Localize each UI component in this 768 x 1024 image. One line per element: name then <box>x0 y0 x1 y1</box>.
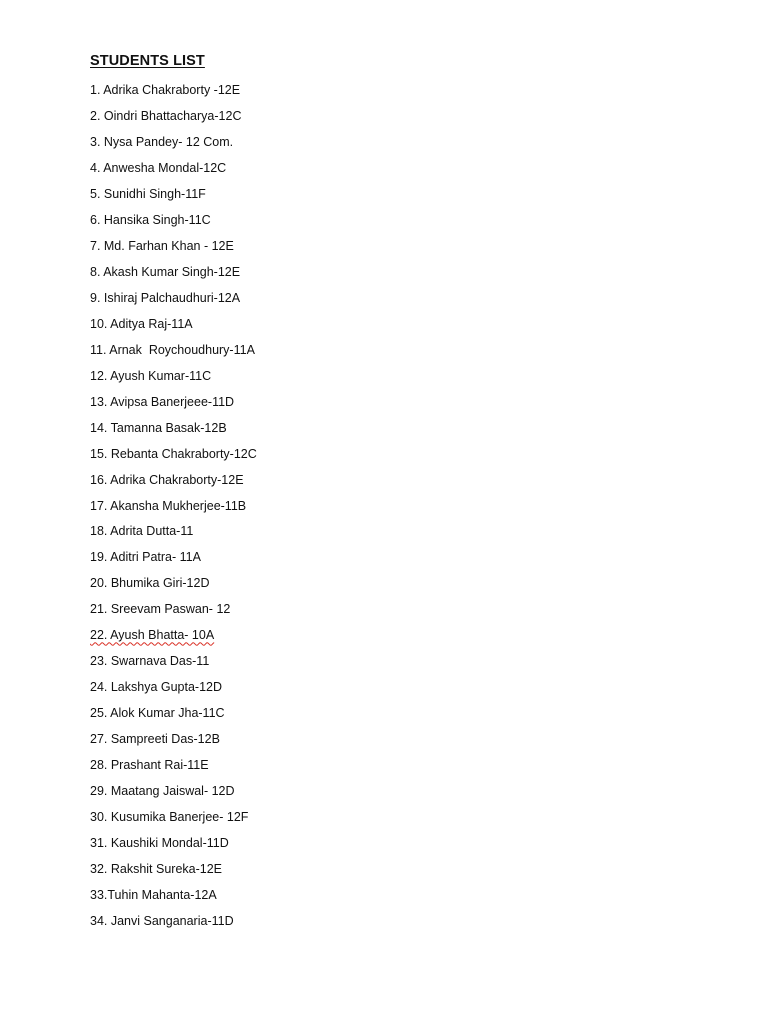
page-title: STUDENTS LIST <box>90 53 205 69</box>
list-item: 21. Sreevam Paswan- 12 <box>90 602 231 617</box>
list-item: 8. Akash Kumar Singh-12E <box>90 264 241 279</box>
list-item: 11. Arnak Roychoudhury-11A <box>90 342 255 357</box>
list-item: 4. Anwesha Mondal-12C <box>90 160 227 175</box>
list-item: 30. Kusumika Banerjee- 12F <box>90 810 249 825</box>
list-item: 28. Prashant Rai-11E <box>90 758 209 773</box>
list-item: 12. Ayush Kumar-11C <box>90 368 212 383</box>
list-item: 15. Rebanta Chakraborty-12C <box>90 446 257 461</box>
list-item: 18. Adrita Dutta-11 <box>90 524 194 539</box>
list-item: 3. Nysa Pandey- 12 Com. <box>90 134 234 149</box>
list-item: 9. Ishiraj Palchaudhuri-12A <box>90 290 241 305</box>
list-item: 5. Sunidhi Singh-11F <box>90 186 206 201</box>
list-item: 19. Aditri Patra- 11A <box>90 550 201 565</box>
list-item: 10. Aditya Raj-11A <box>90 316 193 331</box>
list-item: 23. Swarnava Das-11 <box>90 654 210 669</box>
list-item: 7. Md. Farhan Khan - 12E <box>90 238 234 253</box>
list-item: 24. Lakshya Gupta-12D <box>90 680 223 695</box>
list-item: 33.Tuhin Mahanta-12A <box>90 888 217 903</box>
list-item: 29. Maatang Jaiswal- 12D <box>90 784 235 799</box>
list-item: 14. Tamanna Basak-12B <box>90 420 227 435</box>
list-item: 25. Alok Kumar Jha-11C <box>90 706 225 721</box>
list-item: 20. Bhumika Giri-12D <box>90 576 210 591</box>
list-item: 13. Avipsa Banerjeee-11D <box>90 394 235 409</box>
list-item: 2. Oindri Bhattacharya-12C <box>90 108 242 123</box>
list-item: 1. Adrika Chakraborty -12E <box>90 83 241 97</box>
list-item: 34. Janvi Sanganaria-11D <box>90 914 234 928</box>
list-item: 16. Adrika Chakraborty-12E <box>90 472 244 487</box>
list-item: 17. Akansha Mukherjee-11B <box>90 498 247 513</box>
list-item: 32. Rakshit Sureka-12E <box>90 862 223 877</box>
list-item: 27. Sampreeti Das-12B <box>90 732 220 747</box>
students-list <box>90 81 257 938</box>
list-item: 6. Hansika Singh-11C <box>90 212 211 227</box>
list-item: 31. Kaushiki Mondal-11D <box>90 836 229 851</box>
list-item-spellcheck-flagged: 22. Ayush Bhatta- 10A <box>90 628 215 643</box>
